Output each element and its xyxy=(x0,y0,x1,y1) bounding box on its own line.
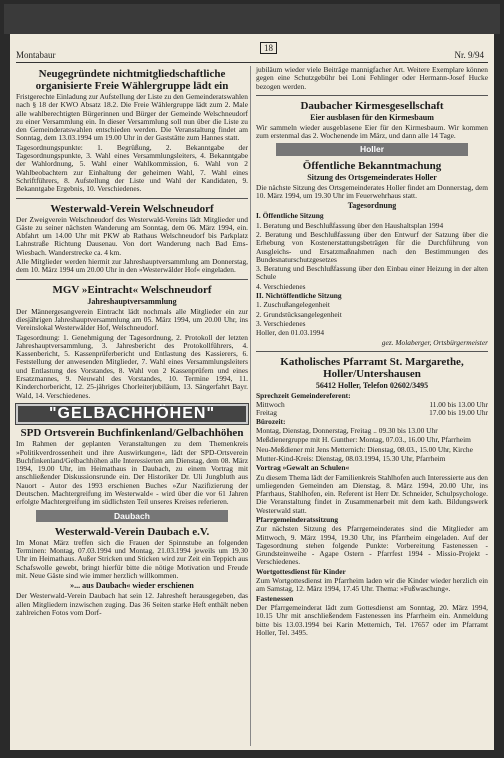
signature: gez. Molaberger, Ortsbürgermeister xyxy=(381,337,488,347)
article-body: Der Westerwald-Verein Daubach hat sein 12. Jahresheft herausgegeben, das allen Mitgliedern inzwischen zuging. Das 36 Seiten starke Heft enthält neben zahlreichen Fotos vom Dorf- xyxy=(16,591,248,617)
article-body: Fristgerechte Einladung zur Aufstellung der Liste zu den Gemeinderatswahlen nach § 18 der KWO Absatz 18.2. Die Freie Wählergruppe lädt zum 2. Male alle wahlberechtigten Bürgerinnen und Bürger der Gemeinde Welschneudorf zu einer Versammlung ein. In dieser Versammlung soll nun über die Liste zu den Gemeinderatswahlen entschieden werden. Die Veranstaltung findet am Sonntag, dem 13.03.1994 um 19.00 Uhr in der Gaststätte zum Hannes statt. xyxy=(16,92,248,143)
schedule-heading: Fastenessen xyxy=(256,593,294,603)
agenda-heading: Tagesordnung xyxy=(347,201,397,211)
divider xyxy=(16,198,248,199)
article-body: Zur nächsten Sitzung des Pfarrgemeinderates sind die Mitglieder am Mittwoch, 9. März 1994, 19.30 Uhr, ins Pfarrheim eingeladen. Auf der Tagesordnung stehen folgende Punkte: Vorbereitung Fastenessen - Grundsteinweihe - Agape Ostern - Pfarrfest 1994 - Missio-Projekt - Verschiedenes. xyxy=(256,524,488,567)
time: 11.00 bis 13.00 Uhr xyxy=(429,400,488,410)
day: Mittwoch xyxy=(256,400,285,410)
section-banner: "GELBACHHÖHEN" xyxy=(16,404,248,424)
article-body: Zu diesem Thema lädt der Familienkreis Stahlhofen auch Interessierte aus den umliegenden Gemeinden am Dienstag, 8. März 1994, 20.00 Uhr, ins Pfarrhaus, Stahlhofen, ein. Referent ist Herr Dr. Schneider, Schulpsychologe. Die Veranstaltung findet in Zusammenarbeit mit dem kath. Bildungswerk Westerwald statt. xyxy=(256,472,488,515)
divider xyxy=(256,351,488,352)
article-title: MGV »Eintracht« Welschneudorf xyxy=(52,283,212,296)
schedule-row xyxy=(256,409,488,417)
agenda-item: 4. Verschiedenes xyxy=(256,281,306,291)
article-body: Im Rahmen der geplanten Veranstaltungen zu dem Themenkreis »Politikverdrossenheit und ihre Auswirkungen«, lädt der SPD-Ortsverein Buchfinkenland/Gelbachhöhen alle Interessierten am Dienstag, dem 08. März 1994, 19.00 Uhr, im Heimathaus in Daubach, zu einem Vortrag mit anschließender Diskussionsrunde ein. Der Historiker Dr. Uli Jungbluth aus Nauort - Autor des 1993 erschienen Buches »Zur Nazifizierung der Deutschen. Machtergreifung im Westerwald« - wird über die vor 61 Jahren erfolgte Machtergreifung im südlichsten Teil unseres Kreises referieren. xyxy=(16,439,248,507)
schedule-line: Montag, Dienstag, Donnerstag, Freitag .. 09.30 bis 13.00 Uhr xyxy=(256,426,438,436)
schedule-heading: Vortrag »Gewalt an Schulen« xyxy=(256,463,350,473)
schedule-heading: Wortgottesdienst für Kinder xyxy=(256,566,346,576)
article-subtitle: Sitzung des Ortsgemeinderates Holler xyxy=(307,172,437,182)
header-rule xyxy=(16,62,488,63)
article-body: Zum Wortgottesdienst im Pfarrheim laden wir die Kinder wieder herzlich ein am Samstag, 12. März 1994, 17.45 Uhr. Thema: »Fußwaschung«. xyxy=(256,576,488,594)
divider xyxy=(256,95,488,96)
article-subtitle: Jahreshauptversammlung xyxy=(87,296,177,306)
article-subtitle: »... aus Daubach« wieder erschienen xyxy=(70,581,194,591)
notice-date: Holler, den 01.03.1994 xyxy=(256,328,325,338)
schedule-line: Mutter-Kind-Kreis: Dienstag, 08.03.1994, 15.30 Uhr, Pfarrheim xyxy=(256,453,446,463)
article-body: Im Monat März treffen sich die Frauen der Spinnstube an folgenden Terminen: Montag, 07.03.1994 und Montag, 21.03.1994 jeweils um 19.30 Uhr im Heimathaus. Außer Stricken und Sticken wird zur Zeit ein Teppich aus Schafswolle gewebt, bringt hierfür bitte die nötige Motivation und Freude mit. Neue Gäste sind wie immer herzlich willkommen. xyxy=(16,537,248,581)
day: Freitag xyxy=(256,408,277,418)
article-subtitle: Eier ausblasen für den Kirmesbaum xyxy=(310,112,434,122)
agenda-item: 3. Verschiedenes xyxy=(256,318,306,328)
section-tag: Daubach xyxy=(36,510,228,522)
section-tag: Holler xyxy=(276,143,468,155)
agenda-section: I. Öffentliche Sitzung xyxy=(256,211,324,221)
article-title: Katholisches Pfarramt St. Margarethe, Holler/Untershausen xyxy=(280,355,464,380)
left-column xyxy=(16,66,248,618)
article-body: jubiläum wieder viele Beiträge mannigfacher Art. Weitere Exemplare können gegen eine Schutzgebühr bei Loni Fehlinger oder Hermann-Josef Hucke bezogen werden. xyxy=(256,65,488,91)
schedule-heading: Bürozeit: xyxy=(256,416,286,426)
article-title: Westerwald-Verein Daubach e.V. xyxy=(54,525,210,538)
schedule-line: Meßdienergruppe mit H. Gunther: Montag, 07.03., 16.00 Uhr, Pfarrheim xyxy=(256,435,471,445)
agenda-item: 2. Grundstücksangelegenheit xyxy=(256,309,342,319)
agenda-item: 2. Beratung und Beschlußfassung über den Entwurf der Satzung über die Erhebung von Kostenerstattungsbeträgen für die Durchführung von Ausgleichs- und Ersatzmaßnahmen nach den Bestimmungen des Bundesnaturschutzgesetzes xyxy=(256,229,488,264)
divider xyxy=(16,279,248,280)
article-body: Der Pfarrgemeinderat lädt zum Gottesdienst am Sonntag, 20. März 1994, 10.15 Uhr mit anschließendem Fastenessen ins Pfarrheim ein. Anmeldung bitte bis 13.03.1994 bei Karin Metternich, Tel. 17657 oder im Pfarramt Holler, Tel. 3495. xyxy=(256,602,488,637)
agenda-item: 3. Beratung und Beschlußfassung über den Einbau einer Heizung in der alten Schule xyxy=(256,264,488,282)
article-title: Öffentliche Bekanntmachung xyxy=(302,159,442,172)
column-divider xyxy=(250,66,251,746)
newspaper-page xyxy=(10,34,494,750)
article-body: Der Zweigverein Welschneudorf des Westerwald-Vereins lädt Mitglieder und Gäste zu seiner nächsten Wanderung am Sonntag, dem 06. März 1994, ein. Abfahrt um 14.00 Uhr mit PKW ab Rathaus Welschneudorf bis Parkplatz Lahnstraße Richtung Dausenau. Von dort Wanderung nach Bad Ems-Wiesbach. Wanderstrecke ca. 4 km. xyxy=(16,214,248,257)
article-title: Daubacher Kirmesgesellschaft xyxy=(300,99,444,112)
article-body: Wir sammeln wieder ausgeblasene Eier für den Kirmesbaum. Wir kommen zum erstenmal das 2. Wochenende im März, und dann alle 14 Tage. xyxy=(256,122,488,141)
article-title: Westerwald-Verein Welschneudorf xyxy=(50,202,214,215)
article-body: Tagesordnung: 1. Genehmigung der Tagesordnung, 2. Protokoll der letzten Jahreshauptversammlung, 3. Jahresbericht des Protokollführers, 4. Kassenbericht, 5. Kassenprüferbericht und Entlastung des Kassierers, 6. Feststellung der anwesenden Mitglieder, 7. Wahl eines Versammlungsleiters und Entlastung des Vorstandes, 8. Wahl von 2 Kassenprüfern und eines Ersatzmannes, 9. Neuwahl des Vorstandes, 10. Termine 1994, 11. Kinderchorbericht, 12. 25-jähriges Chorleiterjubiläum, 13. Sängerfahrt Bayr. Wald, 14. Verschiedenes. xyxy=(16,332,248,400)
agenda-item: 1. Zuschußangelegenheit xyxy=(256,300,330,310)
article-title: Neugegründete nichtmitgliedschaftliche organisierte Freie Wählergruppe lädt ein xyxy=(35,68,229,92)
right-column xyxy=(256,66,488,638)
article-body: Tagesordnungspunkte: 1. Begrüßung, 2. Bekanntgabe der Tagesordnungspunkte, 3. Wahl eines Versammlungsleiters, 4. Bekanntgabe der Wahlordnung, 5. Wahl einer Wahlkommission, 6. Wahl von 2 Wahlbeobachtern zur Einhaltung der geheimen Wahl, 7. Wahl eines Schriftführers, 8. Aufstellung der Liste und Wahl der Kandidaten, 9. Bekanntgabe Ergebnis, 10. Verschiedenes. xyxy=(16,142,248,194)
scan-border xyxy=(4,4,500,34)
article-body: Der Männergesangverein Eintracht lädt nochmals alle Mitglieder ein zur diesjährigen Jahreshauptversammlung am 05. März 1994, um 20.00 Uhr, ins Vereinslokal Westerwälder Hof, Welschneudorf. xyxy=(16,306,248,333)
time: 17.00 bis 19.00 Uhr xyxy=(429,408,488,418)
agenda-item: 1. Beratung und Beschlußfassung über den Haushaltsplan 1994 xyxy=(256,220,444,230)
article-body: Alle Mitglieder werden hiermit zur Jahreshauptversammlung am Donnerstag, dem 10. März 1994 um 20.00 Uhr in den »Westerwälder Hof« eingeladen. xyxy=(16,257,248,275)
issue-number: Nr. 9/94 xyxy=(454,50,484,60)
article-subtitle: 56412 Holler, Telefon 02602/3495 xyxy=(315,380,429,390)
schedule-heading: Sprechzeit Gemeindereferent: xyxy=(256,390,351,400)
schedule-heading: Pfarrgemeinderatssitzung xyxy=(256,514,339,524)
agenda-section: II. Nichtöffentliche Sitzung xyxy=(256,291,342,301)
article-body: Die nächste Sitzung des Ortsgemeinderates Holler findet am Donnerstag, dem 10. März 1994, um 19.30 Uhr im Feuerwehrhaus statt. xyxy=(256,182,488,201)
page-number: 18 xyxy=(260,42,277,54)
header-town: Montabaur xyxy=(16,50,56,60)
article-title: SPD Ortsverein Buchfinkenland/Gelbachhöhen xyxy=(20,427,244,440)
schedule-line: Neu-Meßdiener mit Jens Metternich: Dienstag, 08.03., 15.00 Uhr, Kirche xyxy=(256,444,473,454)
page-header xyxy=(16,40,488,62)
